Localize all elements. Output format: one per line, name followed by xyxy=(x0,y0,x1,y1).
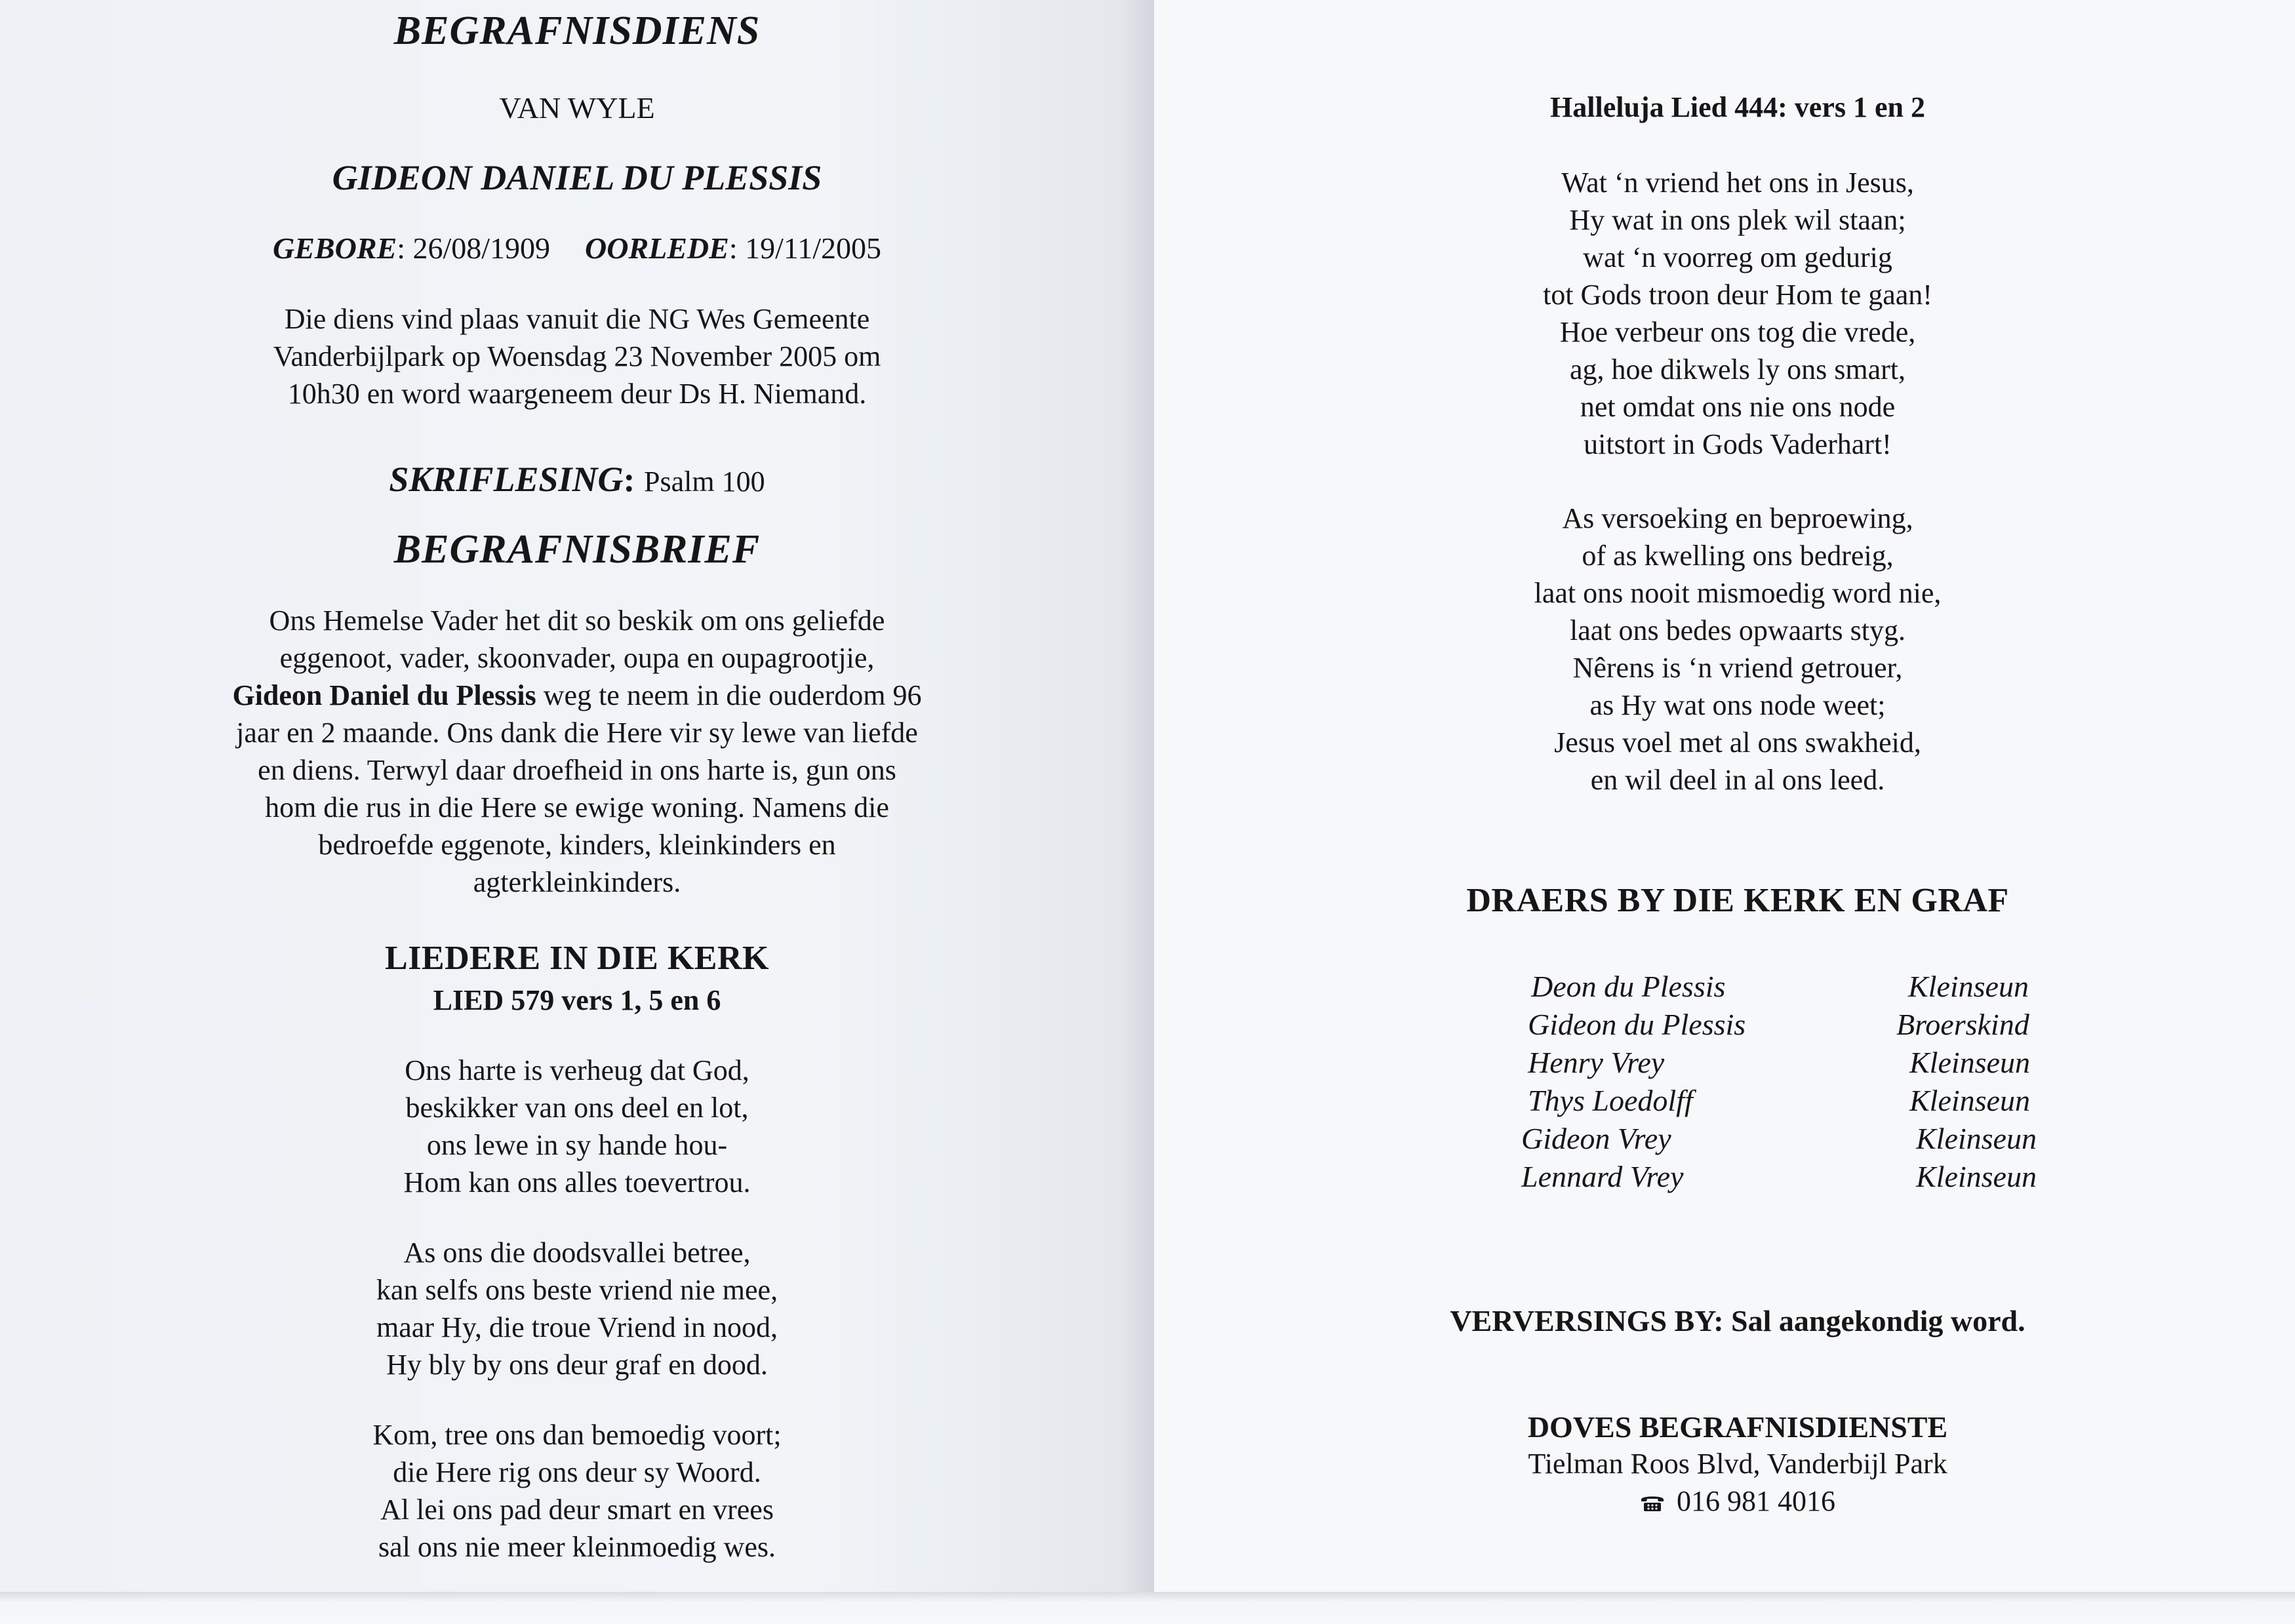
bearer-name: Deon du Plessis xyxy=(1531,970,1726,1003)
bearers-title: DRAERS BY DIE KERK EN GRAF xyxy=(1466,882,2009,919)
verse-line: of as kwelling ons bedreig, xyxy=(1582,540,1894,572)
verse-line: laat ons bedes opwaarts styg. xyxy=(1570,614,1906,646)
verse-line: Al lei ons pad deur smart en vrees xyxy=(380,1494,774,1526)
verse-line: sal ons nie meer kleinmoedig wes. xyxy=(378,1531,776,1563)
van-wyle: VAN WYLE xyxy=(499,91,655,125)
letter-title: BEGRAFNISBRIEF xyxy=(393,527,761,572)
verse-line: uitstort in Gods Vaderhart! xyxy=(1584,428,1892,460)
service-line: Die diens vind plaas vanuit die NG Wes Gemeente xyxy=(284,303,870,335)
letter-line: eggenoot, vader, skoonvader, oupa en oupagrootjie, xyxy=(279,642,875,674)
dates-line: GEBORE: 26/08/1909 OORLEDE: 19/11/2005 xyxy=(273,231,881,265)
undertaker-name: DOVES BEGRAFNISDIENSTE xyxy=(1527,1410,1948,1444)
refreshments-label: VERVERSINGS BY: xyxy=(1450,1304,1724,1337)
verse-line: kan selfs ons beste vriend nie mee, xyxy=(376,1274,778,1306)
verse-line: as Hy wat ons node weet; xyxy=(1589,689,1886,721)
song-reference: LIED 579 vers 1, 5 en 6 xyxy=(433,984,721,1016)
verse-line: die Here rig ons deur sy Woord. xyxy=(393,1456,761,1488)
verse-line: Kom, tree ons dan bemoedig voort; xyxy=(372,1419,782,1451)
refreshments-value: Sal aangekondig word. xyxy=(1723,1304,2026,1337)
born-date: 26/08/1909 xyxy=(412,231,551,265)
undertaker-phone-line xyxy=(1311,1484,2164,1518)
bearer-name: Thys Loedolff xyxy=(1528,1084,1693,1117)
service-line: 10h30 en word waargeneem deur Ds H. Niemand. xyxy=(287,378,867,410)
letter-line: Ons Hemelse Vader het dit so beskik om ons geliefde xyxy=(269,604,885,637)
songs-title: LIEDERE IN DIE KERK xyxy=(385,940,769,977)
bearer-name: Lennard Vrey xyxy=(1521,1160,1684,1193)
letter-line: en diens. Terwyl daar droefheid in ons harte is, gun ons xyxy=(258,754,896,786)
verse-line: Ons harte is verheug dat God, xyxy=(405,1054,749,1086)
verse-line: Hy bly by ons deur graf en dood. xyxy=(386,1349,768,1381)
telephone-icon xyxy=(1640,1486,1665,1505)
paper-bottom-edge xyxy=(0,1592,2295,1624)
undertaker-phone: 016 981 4016 xyxy=(1677,1485,1835,1517)
service-line: Vanderbijlpark op Woensdag 23 November 2005 om xyxy=(273,340,881,372)
verse-line: maar Hy, die troue Vriend in nood, xyxy=(376,1311,778,1343)
scripture-reading: SKRIFLESING: Psalm 100 xyxy=(389,460,765,499)
born-label: GEBORE xyxy=(273,231,397,265)
verse-line: Wat ‘n vriend het ons in Jesus, xyxy=(1561,167,1914,199)
verse-line: ag, hoe dikwels ly ons smart, xyxy=(1569,353,1906,386)
died-label: OORLEDE xyxy=(585,231,729,265)
letter-line: bedroefde eggenote, kinders, kleinkinders en xyxy=(318,829,836,861)
letter-line: jaar en 2 maande. Ons dank die Here vir sy lewe van liefde xyxy=(236,717,918,749)
bearer-relation: Kleinseun xyxy=(1909,1046,2030,1079)
verse-line: Hoe verbeur ons tog die vrede, xyxy=(1559,316,1916,348)
verse-line: beskikker van ons deel en lot, xyxy=(405,1092,749,1124)
hymn-verse-2 xyxy=(1344,500,2131,799)
letter-name: Gideon Daniel du Plessis xyxy=(232,679,536,711)
verse-line: ons lewe in sy hande hou- xyxy=(426,1129,728,1161)
hymn-reference: Halleluja Lied 444: vers 1 en 2 xyxy=(1550,91,1925,123)
verse-line: tot Gods troon deur Hom te gaan! xyxy=(1543,279,1932,311)
letter-line: Gideon Daniel du Plessis weg te neem in die ouderdom 96 xyxy=(232,679,922,711)
song-verse-2 xyxy=(118,1234,1036,1383)
bearer-name: Henry Vrey xyxy=(1528,1046,1665,1079)
reading-value: Psalm 100 xyxy=(644,465,765,498)
bearer-relation: Kleinseun xyxy=(1909,1084,2030,1117)
verse-line: en wil deel in al ons leed. xyxy=(1590,764,1885,796)
verse-line: Hom kan ons alles toevertrou. xyxy=(403,1166,751,1198)
bearer-relation: Kleinseun xyxy=(1916,1160,2037,1193)
verse-line: Jesus voel met al ons swakheid, xyxy=(1554,726,1921,759)
verse-line: wat ‘n voorreg om gedurig xyxy=(1583,241,1892,273)
verse-line: net omdat ons nie ons node xyxy=(1580,391,1896,423)
refreshments-line xyxy=(1311,1303,2164,1338)
bearer-name: Gideon du Plessis xyxy=(1528,1008,1746,1041)
verse-line: As versoeking en beproewing, xyxy=(1562,502,1913,534)
bearer-name: Gideon Vrey xyxy=(1521,1122,1671,1155)
funeral-letter xyxy=(118,602,1036,901)
hymn-verse-1 xyxy=(1344,164,2131,463)
letter-line: agterkleinkinders. xyxy=(473,866,681,898)
bearer-relation: Broerskind xyxy=(1896,1008,2029,1041)
verse-line: laat ons nooit mismoedig word nie, xyxy=(1534,577,1942,609)
service-details xyxy=(118,300,1036,412)
letter-line: hom die rus in die Here se ewige woning. Namens die xyxy=(265,791,889,823)
bearer-relation: Kleinseun xyxy=(1908,970,2029,1003)
undertaker-address: Tielman Roos Blvd, Vanderbijl Park xyxy=(1528,1448,1947,1480)
verse-line: As ons die doodsvallei betree, xyxy=(403,1237,751,1269)
verse-line: Hy wat in ons plek wil staan; xyxy=(1569,204,1906,236)
song-verse-3 xyxy=(118,1416,1036,1566)
deceased-name: GIDEON DANIEL DU PLESSIS xyxy=(332,158,822,197)
verse-line: Nêrens is ‘n vriend getrouer, xyxy=(1572,652,1903,684)
page-title: BEGRAFNISDIENS xyxy=(393,9,761,53)
died-date: 19/11/2005 xyxy=(745,231,881,265)
bearer-relation: Kleinseun xyxy=(1916,1122,2037,1155)
reading-label: SKRIFLESING xyxy=(389,460,624,499)
song-verse-1 xyxy=(118,1052,1036,1201)
